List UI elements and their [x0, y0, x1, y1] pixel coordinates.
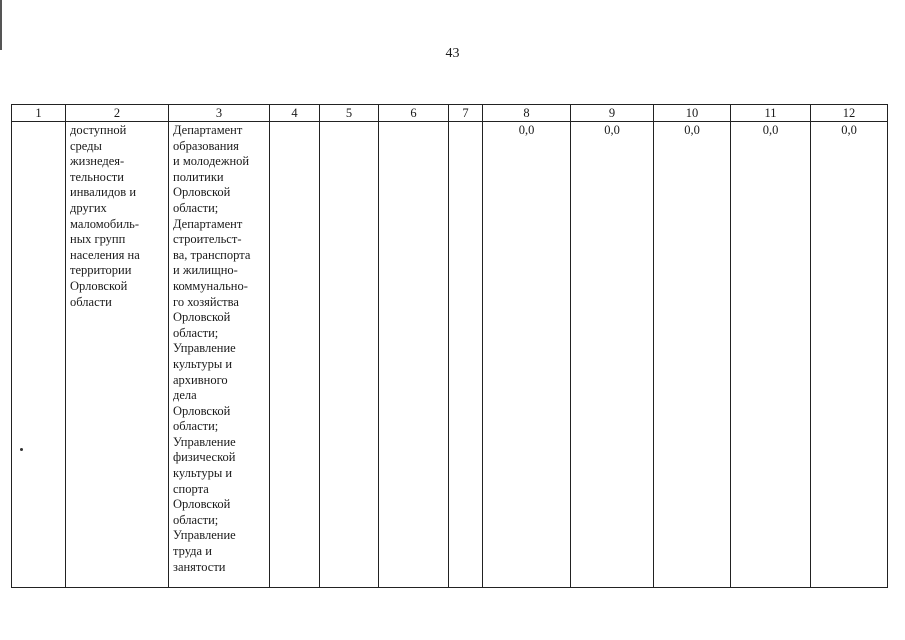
- text-line: населения на: [70, 247, 140, 262]
- text-line: территории: [70, 263, 132, 278]
- text-line: образования: [173, 138, 239, 153]
- text-line: культуры и: [173, 466, 233, 481]
- column-header-12: 12: [811, 105, 888, 122]
- text-line: Управление: [173, 434, 236, 449]
- column-header-1: 1: [12, 105, 66, 122]
- cell-col10-value: 0,0: [654, 122, 731, 588]
- text-line: жизнедея-: [70, 154, 125, 169]
- text-line: доступной: [70, 123, 127, 137]
- column-header-2: 2: [66, 105, 169, 122]
- text-line: Орловской: [70, 278, 128, 293]
- cell-col6: [379, 122, 449, 588]
- text-line: занятости: [173, 559, 226, 574]
- text-line: среды: [70, 138, 102, 153]
- text-line: области;: [173, 200, 219, 215]
- text-line: труда и: [173, 544, 212, 559]
- text-line: Департамент: [173, 216, 243, 231]
- column-header-5: 5: [320, 105, 379, 122]
- cell-col12-value: 0,0: [811, 122, 888, 588]
- text-line: области;: [173, 325, 219, 340]
- text-line: Орловской: [173, 497, 231, 512]
- text-line: го хозяйства: [173, 294, 239, 309]
- column-header-7: 7: [449, 105, 483, 122]
- text-line: Орловской: [173, 403, 231, 418]
- text-line: Орловской: [173, 310, 231, 325]
- text-line: ва, транспорта: [173, 247, 251, 262]
- cell-responsible-agencies: [169, 122, 270, 588]
- header-row: [12, 105, 888, 122]
- text-line: строительст-: [173, 232, 242, 247]
- cell-col4: [270, 122, 320, 588]
- column-header-8: 8: [483, 105, 571, 122]
- text-line: других: [70, 200, 107, 215]
- text-line: и жилищно-: [173, 263, 238, 278]
- page-number: 43: [445, 46, 460, 61]
- text-line: коммунально-: [173, 278, 248, 293]
- text-line: ных групп: [70, 232, 126, 247]
- cell-col11-value: 0,0: [731, 122, 811, 588]
- text-line: политики: [173, 169, 224, 184]
- cell-col9-value: 0,0: [571, 122, 654, 588]
- text-line: тельности: [70, 169, 124, 184]
- text-line: Департамент: [173, 123, 243, 137]
- cell-measure-description: [66, 122, 169, 588]
- column-header-4: 4: [270, 105, 320, 122]
- text-line: спорта: [173, 481, 209, 496]
- text-line: архивного: [173, 372, 228, 387]
- table-row: [12, 122, 888, 588]
- cell-col5: [320, 122, 379, 588]
- text-line: физической: [173, 450, 236, 465]
- text-line: Орловской: [173, 185, 231, 200]
- column-header-3: 3: [169, 105, 270, 122]
- cell-col7: [449, 122, 483, 588]
- text-line: маломобиль-: [70, 216, 140, 231]
- text-line: области;: [173, 419, 219, 434]
- text-line: культуры и: [173, 356, 233, 371]
- document-table: [11, 104, 888, 588]
- column-header-6: 6: [379, 105, 449, 122]
- text-line: области;: [173, 512, 219, 527]
- text-line: Управление: [173, 528, 236, 543]
- text-line: дела: [173, 388, 197, 403]
- text-line: и молодежной: [173, 154, 250, 169]
- column-header-10: 10: [654, 105, 731, 122]
- text-line: инвалидов и: [70, 185, 137, 200]
- column-header-11: 11: [731, 105, 811, 122]
- cell-col8-value: 0,0: [483, 122, 571, 588]
- text-line: области: [70, 294, 112, 309]
- column-header-9: 9: [571, 105, 654, 122]
- scan-edge-mark: [0, 0, 2, 50]
- text-line: Управление: [173, 341, 236, 356]
- cell-col1: [12, 122, 66, 588]
